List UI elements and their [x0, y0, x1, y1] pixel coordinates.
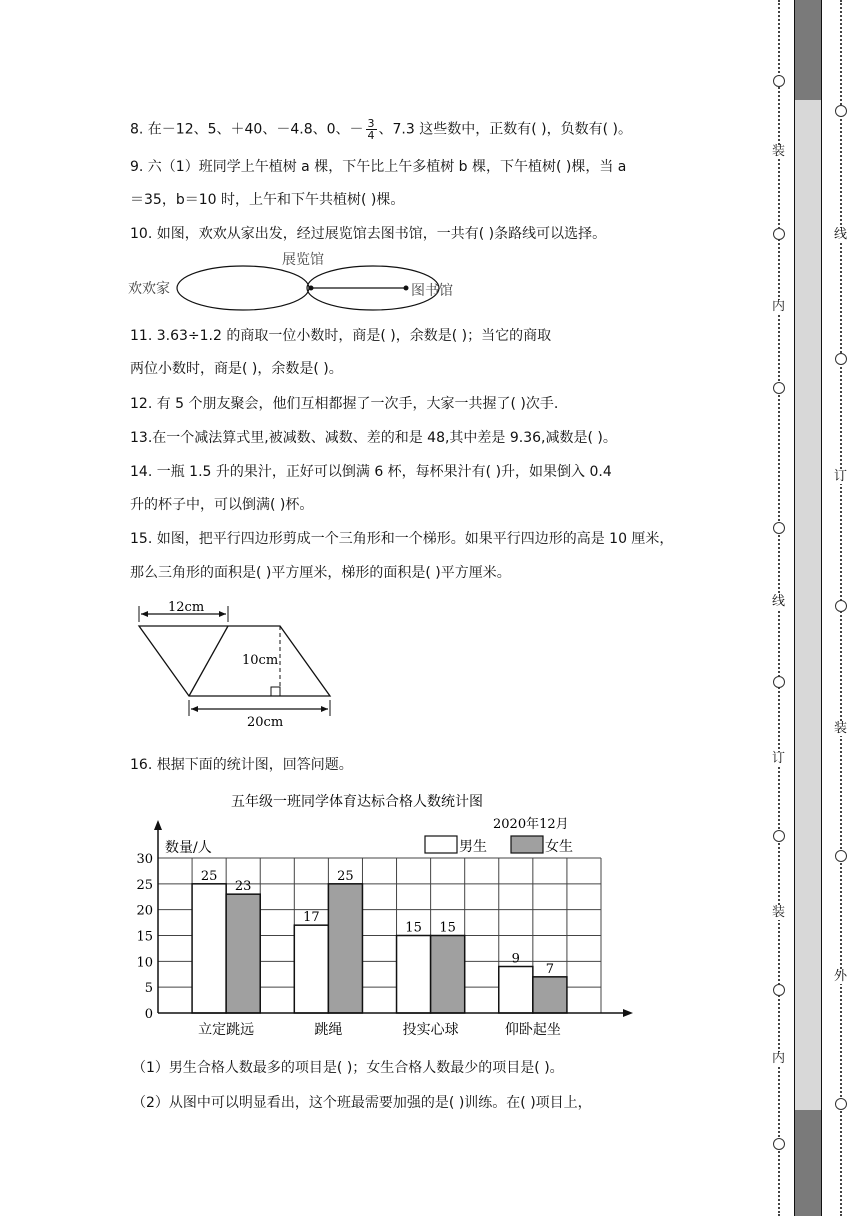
question-13: 13.在一个减法算式里,被减数、减数、差的和是 48,其中差是 9.36,减数是( )。 [130, 430, 617, 446]
question-14-line-2: 升的杯子中，可以倒满( )杯。 [130, 497, 314, 513]
margin-circle [773, 984, 785, 996]
exhibition-label: 展览馆 [282, 252, 324, 268]
chart-legend [425, 836, 573, 855]
bar-value-label: 7 [545, 961, 555, 977]
legend-swatch-girls [511, 836, 543, 853]
route-diagram [128, 248, 468, 312]
top-length-label: 12cm [168, 600, 205, 615]
margin-circle-inner [835, 850, 847, 862]
bar-girls-3 [533, 977, 567, 1013]
parallelogram-figure [130, 596, 350, 732]
margin-char: 订 [772, 751, 786, 766]
fraction [366, 118, 377, 141]
chart-date: 2020年12月 [493, 817, 569, 832]
question-16-sub-2: （2）从图中可以明显看出，这个班最需要加强的是( )训练。在( )项目上， [132, 1095, 592, 1111]
margin-char-inner: 订 [834, 469, 848, 484]
x-category-label: 投实心球 [402, 1022, 459, 1038]
margin-circle [773, 1138, 785, 1150]
legend-label-boys: 男生 [459, 839, 487, 855]
legend-label-girls: 女生 [545, 839, 573, 855]
margin-gray-band-bottom [795, 1110, 821, 1216]
y-tick-label: 25 [136, 877, 153, 893]
library-node [404, 286, 409, 291]
library-label: 图书馆 [411, 283, 453, 299]
question-16: 16. 根据下面的统计图，回答问题。 [130, 757, 353, 773]
question-8-text-b: 、7.3 这些数中，正数有( )，负数有( )。 [378, 121, 632, 138]
x-category-label: 跳绳 [314, 1022, 343, 1038]
question-8-text-a: 8. 在－12、5、＋40、－4.8、0、－ [130, 121, 364, 138]
bar-value-label: 25 [337, 868, 354, 884]
y-tick-label: 0 [144, 1007, 153, 1022]
margin-border-right [821, 0, 822, 1216]
margin-char: 内 [772, 1051, 786, 1066]
bar-girls-2 [431, 936, 465, 1014]
parallelogram-shape [139, 626, 330, 696]
question-8 [130, 118, 632, 141]
question-14-line-1: 14. 一瓶 1.5 升的果汁，正好可以倒满 6 杯，每杯果汁有( )升，如果倒入 0.4 [130, 464, 612, 480]
margin-char: 装 [772, 905, 786, 920]
margin-char-inner: 装 [834, 721, 848, 736]
bar-boys-3 [499, 967, 533, 1014]
fraction-numerator: 3 [367, 117, 375, 130]
margin-circle-inner [835, 105, 847, 117]
margin-light-band [795, 100, 821, 1110]
question-11-line-2: 两位小数时，商是( )，余数是( )。 [130, 361, 343, 377]
bar-girls-1 [328, 884, 362, 1013]
y-tick-label: 20 [136, 903, 153, 919]
x-axis-arrow [623, 1009, 633, 1017]
y-tick-label: 15 [136, 929, 153, 945]
bar-boys-1 [294, 925, 328, 1013]
question-12: 12. 有 5 个朋友聚会，他们互相都握了一次手，大家一共握了( )次手. [130, 396, 559, 412]
margin-gray-band-top [795, 0, 821, 100]
bar-value-label: 17 [303, 910, 320, 926]
y-tick-label: 30 [136, 852, 153, 867]
bar-chart [125, 786, 645, 1044]
y-axis-arrow [154, 820, 162, 830]
margin-circle [773, 75, 785, 87]
home-label: 欢欢家 [128, 281, 170, 297]
route-ellipse-home [177, 266, 309, 310]
margin-circle [773, 676, 785, 688]
right-angle-mark [271, 687, 280, 696]
fraction-denominator: 4 [367, 129, 375, 142]
margin-circle-inner [835, 1098, 847, 1110]
question-16-sub-1: （1）男生合格人数最多的项目是( )；女生合格人数最少的项目是( )。 [132, 1060, 564, 1076]
bar-boys-0 [192, 884, 226, 1013]
margin-char: 内 [772, 299, 786, 314]
cut-line [189, 626, 228, 696]
height-label: 10cm [242, 653, 279, 668]
y-tick-label: 10 [136, 955, 153, 971]
margin-char: 装 [772, 144, 786, 159]
margin-char-inner: 外 [834, 969, 848, 984]
chart-bars [192, 869, 567, 1013]
bar-girls-0 [226, 894, 260, 1013]
margin-circle [773, 228, 785, 240]
binding-margin [758, 0, 860, 1216]
bar-value-label: 23 [234, 879, 252, 895]
bar-value-label: 15 [439, 920, 456, 936]
y-axis-label: 数量/人 [165, 840, 212, 856]
x-category-label: 仰卧起坐 [504, 1022, 561, 1038]
y-tick-label: 5 [144, 981, 153, 997]
margin-circle [773, 382, 785, 394]
question-10: 10. 如图，欢欢从家出发，经过展览馆去图书馆，一共有( )条路线可以选择。 [130, 226, 607, 242]
question-15-line-1: 15. 如图，把平行四边形剪成一个三角形和一个梯形。如果平行四边形的高是 10 厘米， [130, 531, 674, 547]
bar-value-label: 25 [200, 868, 218, 884]
bar-value-label: 9 [511, 951, 520, 967]
margin-circle [773, 830, 785, 842]
bar-boys-2 [397, 936, 431, 1014]
question-15-line-2: 那么三角形的面积是( )平方厘米，梯形的面积是( )平方厘米。 [130, 565, 511, 581]
margin-circle [773, 522, 785, 534]
margin-char-inner: 线 [834, 227, 848, 242]
exhibition-node [309, 286, 314, 291]
margin-circle-inner [835, 600, 847, 612]
legend-swatch-boys [425, 836, 457, 853]
question-11-line-1: 11. 3.63÷1.2 的商取一位小数时，商是( )，余数是( )；当它的商取 [130, 328, 552, 344]
margin-circle-inner [835, 353, 847, 365]
x-category-label: 立定跳远 [198, 1022, 255, 1038]
chart-title: 五年级一班同学体育达标合格人数统计图 [231, 794, 483, 810]
base-length-label: 20cm [247, 715, 284, 730]
margin-char: 线 [772, 594, 786, 609]
bar-value-label: 15 [405, 920, 422, 936]
question-9-line-2: ＝35，b＝10 时，上午和下午共植树( )棵。 [130, 192, 405, 208]
question-9-line-1: 9. 六（1）班同学上午植树 a 棵，下午比上午多植树 b 棵，下午植树( )棵，当 a [130, 159, 627, 175]
